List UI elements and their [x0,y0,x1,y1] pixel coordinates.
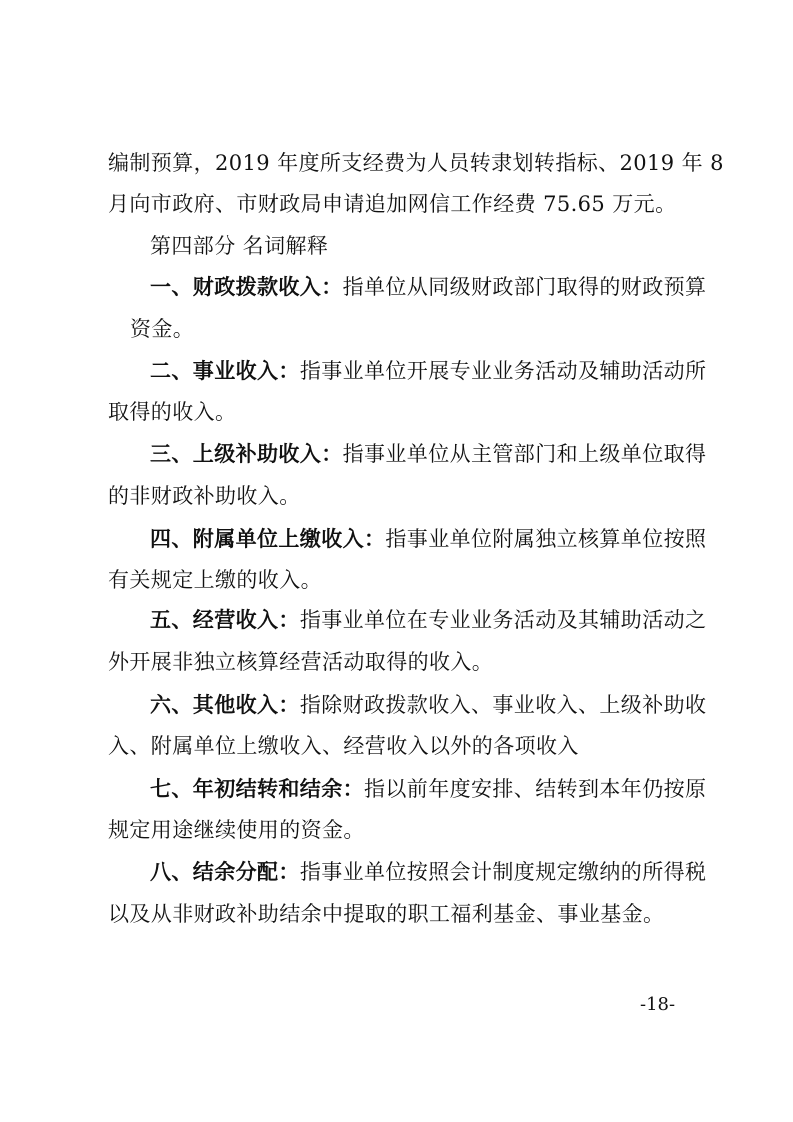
term-6-line-2: 入、附属单位上缴收入、经营收入以外的各项收入 [108,734,579,758]
term-8-line-1 [150,857,707,887]
term-5-line-2: 外开展非独立核算经营活动取得的收入。 [108,650,494,674]
term-3-title: 三、上级补助收入： [150,442,343,466]
term-1-line-1 [150,272,707,302]
term-4-definition: 指事业单位附属独立核算单位按照 [385,527,707,551]
term-4-line-1 [150,524,707,554]
term-3-line-2: 的非财政补助收入。 [108,484,301,508]
term-3-line-1 [150,439,707,469]
term-7-definition: 指以前年度安排、结转到本年仍按原 [364,777,707,801]
term-4-line-2: 有关规定上缴的收入。 [108,568,322,592]
term-6-line-1 [150,690,707,720]
term-5-line-1 [150,605,707,635]
term-7-line-2: 规定用途继续使用的资金。 [108,818,365,842]
intro-line-2: 月向市政府、市财政局申请追加网信工作经费 75.65 万元。 [108,192,677,216]
term-4-title: 四、附属单位上缴收入： [150,527,386,551]
term-8-definition: 指事业单位按照会计制度规定缴纳的所得税 [299,860,707,884]
term-2-definition: 指事业单位开展专业业务活动及辅助活动所 [299,359,707,383]
term-8-line-2: 以及从非财政补助结余中提取的职工福利基金、事业基金。 [108,902,665,926]
term-1-definition: 指单位从同级财政部门取得的财政预算 [342,275,707,299]
term-1-line-2: 资金。 [130,317,195,341]
term-5-title: 五、经营收入： [150,608,300,632]
term-5-definition: 指事业单位在专业业务活动及其辅助活动之 [299,608,707,632]
term-6-title: 六、其他收入： [150,693,300,717]
term-6-definition: 指除财政拨款收入、事业收入、上级补助收 [299,693,707,717]
term-8-title: 八、结余分配： [150,860,300,884]
term-1-title: 一、财政拨款收入： [150,275,343,299]
page-number: -18- [640,994,676,1015]
term-3-definition: 指事业单位从主管部门和上级单位取得 [342,442,707,466]
term-2-line-1 [150,356,707,386]
term-7-line-1 [150,774,707,804]
term-7-title: 七、年初结转和结余： [150,777,364,801]
section-heading: 第四部分 名词解释 [150,234,329,258]
term-2-title: 二、事业收入： [150,359,300,383]
intro-line-1: 编制预算，2019 年度所支经费为人员转隶划转指标、2019 年 8 [108,151,724,175]
term-2-line-2: 取得的收入。 [108,400,237,424]
